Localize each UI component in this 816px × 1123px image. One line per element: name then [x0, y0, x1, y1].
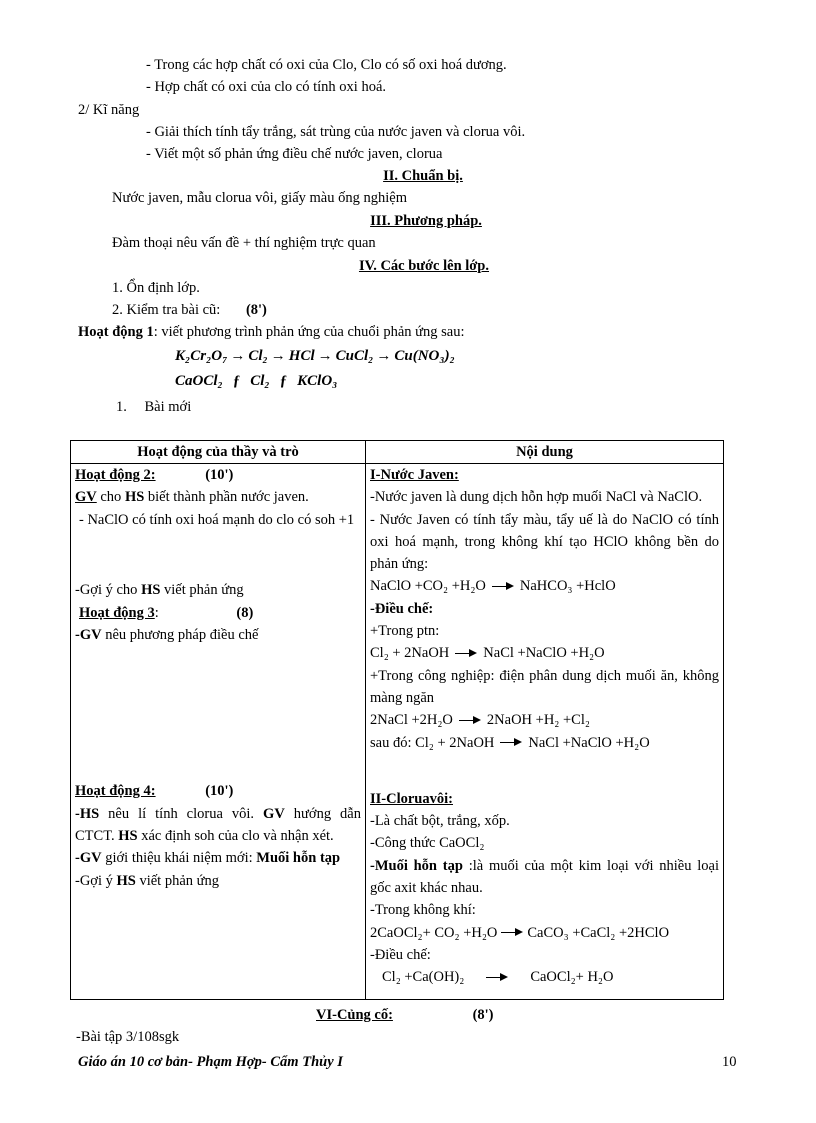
activity-3-time: (8)	[236, 604, 254, 621]
section-3-title: III. Phương pháp.	[370, 213, 482, 229]
section-2-text: Nước javen, mẫu clorua vôi, giấy màu ống nghiệm	[112, 190, 407, 206]
arrow-icon	[486, 973, 508, 983]
activity-1	[78, 322, 464, 342]
activity-4-concept	[75, 847, 361, 869]
arrow-icon	[501, 928, 523, 938]
eq-right: 2NaOH +H₂ +Cl₂	[486, 712, 590, 729]
chain-arrow-icon: →	[270, 348, 286, 364]
reaction-chain-row-2	[175, 371, 337, 391]
lab-label: +Trong ptn:	[370, 623, 440, 640]
activity-3-text	[75, 624, 361, 646]
step-3-num: 1.	[116, 399, 127, 415]
activity-3-heading	[75, 602, 361, 624]
arrow-icon	[500, 738, 522, 748]
activity-1-text: : viết phương trình phản ứng của chuổi phản ứng sau:	[153, 324, 465, 340]
section-3-text: Đàm thoại nêu vấn đề + thí nghiệm trực quan	[112, 235, 376, 251]
hs-label: HS	[118, 827, 138, 844]
eq-right: CaOCl₂+ H₂O	[530, 969, 614, 986]
activity-3-label: Hoạt động 3	[79, 604, 155, 621]
text-span: :là muối của một kim loại với nhiều loại gốc axit khác nhau.	[370, 857, 719, 897]
arrow-icon	[459, 716, 481, 726]
text-span: giới thiệu khái niệm mới:	[101, 850, 257, 867]
chain-glyph: ƒ	[232, 373, 241, 389]
chain-cl2b: Cl₂	[250, 373, 270, 389]
chain-kclo3: KClO₃	[297, 373, 338, 389]
reaction-chain-row-1	[175, 346, 455, 366]
activity-4-label: Hoạt động 4:	[75, 783, 156, 800]
chain-cl2: Cl₂	[248, 348, 268, 364]
activity-4-time: (10')	[205, 783, 234, 800]
text-span: hướng dẫn CTCT.	[75, 805, 361, 844]
objective-line-1: - Trong các hợp chất có oxi của Clo, Clo có số oxi hoá dương.	[146, 57, 507, 73]
text-span: -Gợi ý	[75, 872, 117, 889]
activity-1-label: Hoạt động 1	[78, 324, 154, 340]
hs-label: HS	[141, 582, 161, 599]
hs-label: -HS	[75, 805, 100, 822]
table-left-cell	[71, 464, 366, 1000]
eq-right: CaCO₃ +CaCl₂ +2HClO	[527, 924, 670, 941]
hint-1	[75, 579, 361, 601]
eq-left: sau đó: Cl₂ + 2NaOH	[370, 734, 495, 751]
lesson-table	[70, 440, 724, 1000]
exercise: -Bài tập 3/108sgk	[76, 1029, 180, 1045]
step-2-time: (8')	[245, 302, 267, 318]
eq-left: NaClO +CO₂ +H₂O	[370, 578, 486, 595]
gv-label: GV	[75, 489, 97, 506]
text-span: -Gợi ý cho	[75, 582, 142, 599]
industry-text: +Trong công nghiệp: điện phân dung dịch muối ăn, không màng ngăn	[370, 667, 719, 706]
chain-glyph: ƒ	[279, 373, 288, 389]
eq-right: NaHCO₃ +HclO	[519, 578, 616, 595]
mixed-salt-def	[370, 855, 719, 900]
section-4-title: IV. Các bước lên lớp.	[358, 258, 490, 274]
eq-left: Cl₂ + 2NaOH	[370, 645, 450, 662]
text-span: xác định soh của clo và nhận xét.	[137, 827, 334, 844]
cloruavoi-p2: -Công thức CaOCl₂	[370, 835, 485, 852]
eq-left: Cl₂ +Ca(OH)₂	[382, 969, 465, 986]
step-3-text: Bài mới	[144, 399, 192, 415]
javen-p1: -Nước javen là dung dịch hỗn hợp muối NaCl và NaClO.	[370, 489, 703, 506]
chain-caocl2: CaOCl₂	[175, 373, 223, 389]
eq-right: NaCl +NaClO +H₂O	[528, 734, 650, 751]
step-1: 1. Ổn định lớp.	[112, 280, 200, 296]
section-6-time: (8')	[472, 1007, 494, 1023]
text-span: nêu phương pháp điều chế	[101, 627, 259, 644]
text-span: cho	[96, 489, 125, 506]
equation-2	[370, 642, 719, 664]
hint-2	[75, 870, 361, 892]
section-6-heading	[316, 1005, 494, 1025]
chain-k2cr2o7: K₂Cr₂O₇	[175, 348, 228, 364]
eq-left: 2NaCl +2H₂O	[370, 712, 453, 729]
air-label: -Trong không khí:	[370, 902, 476, 919]
hs-label: HS	[116, 872, 136, 889]
chain-arrow-icon: →	[230, 348, 246, 364]
text-span: biết thành phần nước javen.	[144, 489, 309, 506]
cv-prep: -Điều chế:	[370, 946, 431, 963]
activity-4-heading	[75, 780, 361, 802]
activity-2-time: (10')	[205, 467, 234, 483]
chain-cucl2: CuCl₂	[335, 348, 374, 364]
objective-line-2: - Hợp chất có oxi của clo có tính oxi hoá.	[146, 79, 387, 95]
equation-3	[370, 709, 719, 731]
table-right-cell	[366, 464, 724, 1000]
footer-text: Giáo án 10 cơ bản- Phạm Hợp- Cẩm Thủy I	[78, 1054, 343, 1070]
javen-p2: - Nước Javen có tính tẩy màu, tẩy uế là do NaClO có tính oxi hoá mạnh, trong không khí tạo HClO không bền do phản ứng:	[370, 511, 719, 573]
arrow-icon	[492, 582, 514, 592]
equation-6	[370, 966, 719, 988]
table-header-left: Hoạt động của thầy và trò	[71, 441, 366, 464]
text-span: :	[154, 604, 159, 621]
equation-1	[370, 575, 719, 597]
gv-label: -GV	[75, 850, 102, 867]
chain-arrow-icon: →	[317, 348, 333, 364]
activity-2-intro	[75, 486, 361, 508]
hs-label: HS	[124, 489, 145, 506]
javen-title: I-Nước Javen:	[370, 467, 459, 483]
eq-left: 2CaOCl₂+ CO₂ +H₂O	[370, 924, 498, 941]
text-span: nêu lí tính clorua vôi.	[99, 805, 264, 822]
gv-label: GV	[263, 805, 285, 822]
text-span: viết phản ứng	[135, 872, 220, 889]
skills-line-2: - Viết một số phản ứng điều chế nước javen, clorua	[146, 146, 443, 162]
skills-line-1: - Giải thích tính tẩy trắng, sát trùng của nước javen và clorua vôi.	[146, 124, 526, 140]
equation-4	[370, 732, 719, 754]
activity-2-heading	[75, 464, 361, 486]
activity-4-text	[75, 803, 361, 848]
section-6-title: VI-Củng cố:	[316, 1007, 393, 1023]
chain-hcl: HCl	[288, 348, 315, 364]
cloruavoi-p1: -Là chất bột, trắng, xốp.	[370, 813, 510, 830]
gv-label: -GV	[75, 627, 102, 644]
step-2	[112, 300, 267, 320]
mixed-salt-term: Muối hỗn tạp	[256, 850, 341, 867]
cloruavoi-title: II-Cloruavôi:	[370, 790, 453, 807]
eq-right: NaCl +NaClO +H₂O	[483, 645, 605, 662]
text-span: viết phản ứng	[160, 582, 244, 599]
chain-arrow-icon: →	[376, 348, 392, 364]
skills-heading: 2/ Kĩ năng	[78, 102, 140, 118]
mixed-salt-term: -Muối hỗn tạp	[370, 857, 463, 874]
section-2-title: II. Chuẩn bị.	[383, 168, 463, 184]
arrow-icon	[455, 649, 477, 659]
page-number: 10	[722, 1054, 737, 1070]
table-header-right: Nội dung	[366, 441, 724, 464]
step-3	[116, 397, 191, 417]
activity-2-label: Hoạt động 2:	[75, 467, 156, 483]
step-2-text: 2. Kiểm tra bài cũ:	[112, 302, 221, 318]
equation-5	[370, 922, 719, 944]
chain-cuno32: Cu(NO₃)₂	[394, 348, 455, 364]
naclo-note: - NaClO có tính oxi hoá mạnh do clo có soh +1	[79, 511, 355, 528]
prep-title: -Điều chế:	[370, 600, 434, 617]
